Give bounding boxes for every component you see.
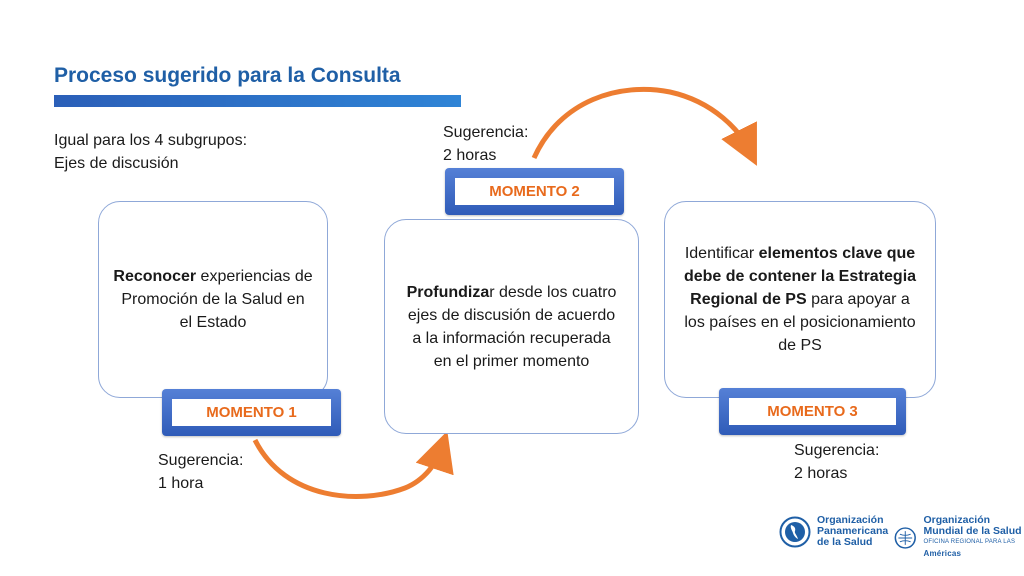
moment-2-badge-label: MOMENTO 2 xyxy=(455,178,614,205)
who-name-line-2: Mundial de la Salud xyxy=(923,525,1022,537)
suggestion-time: 2 horas xyxy=(443,147,497,164)
moment-2-card xyxy=(384,219,639,434)
moment-3-badge xyxy=(719,388,906,435)
moment-3-card xyxy=(664,201,936,398)
suggestion-label: Sugerencia: xyxy=(158,452,244,469)
moment-3-description: para apoyar a los países en el posicionamiento de PS xyxy=(684,291,916,354)
suggestion-time: 2 horas xyxy=(794,465,848,482)
curved-arrow-icon xyxy=(534,89,748,158)
paho-logo xyxy=(779,515,888,548)
suggestion-time: 1 hora xyxy=(158,475,204,492)
moment-1-badge xyxy=(162,389,341,436)
moment-3-suggestion xyxy=(794,439,879,485)
moment-3-badge-label: MOMENTO 3 xyxy=(729,398,896,425)
moment-2-keyword: Profundiza xyxy=(406,283,490,301)
subgroups-line-2: Ejes de discusión xyxy=(54,155,179,172)
moment-1-card xyxy=(98,201,328,398)
moment-2-badge xyxy=(445,168,624,215)
suggestion-label: Sugerencia: xyxy=(443,124,529,141)
paho-emblem-icon xyxy=(779,516,811,548)
moment-2-suggestion xyxy=(443,121,528,167)
subgroups-line-1: Igual para los 4 subgrupos: xyxy=(54,132,248,149)
moment-1-description: experiencias de Promoción de la Salud en el Estado xyxy=(121,268,313,331)
moment-1-keyword: Reconocer xyxy=(113,268,197,285)
who-logo xyxy=(893,515,1024,561)
moment-3-prefix: Identificar xyxy=(684,245,759,262)
who-emblem-icon xyxy=(893,522,918,554)
moment-2-description: r desde los cuatro ejes de discusión de acuerdo a la información recuperada en el primer momento xyxy=(407,283,617,370)
moment-1-suggestion xyxy=(158,449,243,495)
curved-arrow-icon xyxy=(255,440,441,496)
who-region-name: Américas xyxy=(923,549,962,558)
moment-1-badge-label: MOMENTO 1 xyxy=(172,399,331,426)
moment-3-keyword: elementos clave que debe de contener la Estrategia Regional de PS xyxy=(683,245,917,308)
who-name-line-1: Organización xyxy=(923,514,991,526)
paho-name-line-1: Organización xyxy=(817,514,884,526)
slide-title: Proceso sugerido para la Consulta xyxy=(54,64,401,87)
paho-name-line-2: Panamericana xyxy=(817,525,889,537)
paho-name-line-3: de la Salud xyxy=(817,536,873,548)
suggestion-label: Sugerencia: xyxy=(794,442,880,459)
who-region-prefix: OFICINA REGIONAL PARA LAS xyxy=(923,539,1016,545)
